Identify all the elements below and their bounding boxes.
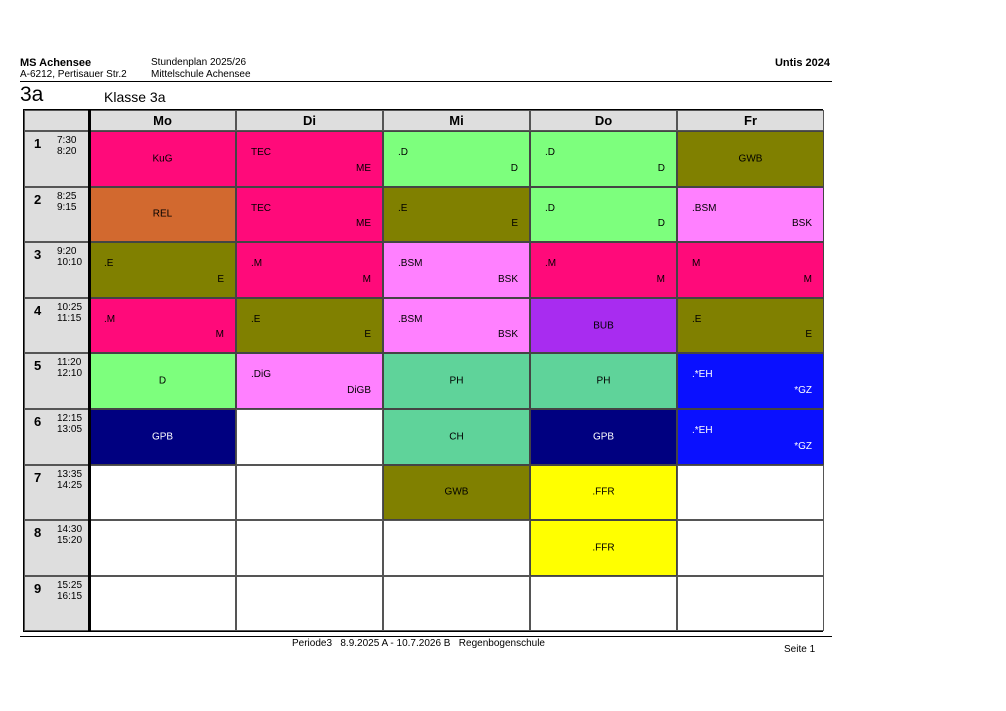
timetable-slot xyxy=(89,520,236,576)
lesson-block xyxy=(236,187,383,243)
period-end: 8:20 xyxy=(57,146,77,157)
lesson-subject: D xyxy=(657,162,665,174)
lesson-code: .D xyxy=(545,147,555,158)
day-header: Do xyxy=(530,110,677,131)
lesson-subject: *GZ xyxy=(794,384,812,396)
timetable-slot xyxy=(383,576,530,632)
day-header: Mo xyxy=(89,110,236,131)
school-address: A-6212, Pertisauer Str.2 xyxy=(20,69,127,80)
lesson-block xyxy=(530,520,677,576)
lesson-block xyxy=(89,353,236,409)
period-end: 16:15 xyxy=(57,590,83,602)
day-header: Fr xyxy=(677,110,824,131)
lesson-subject: GPB xyxy=(151,431,174,443)
period-start: 8:25 xyxy=(57,190,77,202)
period-start: 15:25 xyxy=(57,579,83,591)
period-number: 4 xyxy=(34,302,42,318)
lesson-block xyxy=(530,242,677,298)
lesson-block xyxy=(383,409,530,465)
period-end: 11:15 xyxy=(57,312,82,324)
timetable-slot xyxy=(236,576,383,632)
period-header xyxy=(24,520,89,576)
lesson-subject: GPB xyxy=(592,431,615,443)
lesson-subject: BSK xyxy=(497,329,518,341)
period-header xyxy=(24,465,89,521)
lesson-code: .BSM xyxy=(398,258,423,270)
period-header xyxy=(24,298,89,354)
header-corner xyxy=(24,110,89,131)
day-header: Di xyxy=(236,110,383,131)
lesson-block xyxy=(530,465,677,521)
lesson-subject: D xyxy=(657,218,665,230)
class-name: Klasse 3a xyxy=(104,89,166,105)
timetable-slot xyxy=(89,465,236,521)
lesson-block xyxy=(530,409,677,465)
period-number: 2 xyxy=(34,191,42,207)
footer-divider xyxy=(20,636,832,637)
lesson-subject: GWB xyxy=(444,486,469,498)
period-times xyxy=(57,302,82,324)
lesson-code: .E xyxy=(398,202,408,214)
lesson-subject: E xyxy=(805,329,812,341)
timetable-slot xyxy=(677,465,824,521)
lesson-block xyxy=(236,242,383,298)
lesson-subject: BUB xyxy=(593,320,614,332)
timetable-slot xyxy=(236,520,383,576)
period-times xyxy=(57,191,76,213)
lesson-subject: PH xyxy=(596,375,611,387)
lesson-subject: E xyxy=(511,218,518,230)
lesson-block xyxy=(383,465,530,521)
period-end: 12:10 xyxy=(57,368,83,380)
lesson-code: .M xyxy=(104,313,116,325)
lesson-code: .E xyxy=(251,313,261,325)
lesson-block xyxy=(89,242,236,298)
plan-title: Stundenplan 2025/26 xyxy=(151,57,247,68)
footer-info: Periode3 8.9.2025 A - 10.7.2026 B Regenbogenschule xyxy=(292,638,545,649)
period-header xyxy=(24,576,89,632)
lesson-block xyxy=(530,131,677,187)
period-number: 5 xyxy=(34,358,42,374)
lesson-block xyxy=(236,353,383,409)
lesson-subject: PH xyxy=(449,375,464,387)
school-name: MS Achensee xyxy=(20,57,92,69)
lesson-code: .E xyxy=(692,313,702,325)
lesson-subject: CH xyxy=(449,431,464,443)
period-number: 7 xyxy=(34,469,42,485)
period-header xyxy=(24,242,89,298)
lesson-subject: ME xyxy=(356,218,371,230)
lesson-subject: ME xyxy=(356,162,371,174)
lesson-code: .DiG xyxy=(251,369,271,381)
period-times xyxy=(57,135,76,157)
period-start: 9:20 xyxy=(57,246,77,258)
period-times xyxy=(57,246,82,268)
lesson-block xyxy=(530,353,677,409)
period-number: 6 xyxy=(34,414,42,429)
day-header: Mi xyxy=(383,110,530,131)
period-header xyxy=(24,187,89,243)
software-label: Untis 2024 xyxy=(774,57,830,69)
lesson-code: .E xyxy=(104,258,114,270)
lesson-block xyxy=(677,353,824,409)
lesson-subject: D xyxy=(510,162,518,174)
lesson-block xyxy=(677,298,824,354)
period-header xyxy=(24,131,89,187)
timetable-slot xyxy=(236,409,383,465)
lesson-code: .D xyxy=(545,202,555,214)
lesson-block xyxy=(383,187,530,243)
lesson-block xyxy=(677,409,824,465)
period-start: 12:15 xyxy=(57,413,83,424)
lesson-subject: .FFR xyxy=(592,542,615,554)
lesson-subject: E xyxy=(364,329,371,341)
lesson-code: .BSM xyxy=(692,202,717,214)
timetable-slot xyxy=(677,520,824,576)
timetable-slot xyxy=(530,576,677,632)
period-header xyxy=(24,353,89,409)
period-end: 13:05 xyxy=(57,424,83,435)
period-header xyxy=(24,409,89,465)
lesson-block xyxy=(89,409,236,465)
lesson-block xyxy=(89,131,236,187)
period-start: 7:30 xyxy=(57,135,77,146)
lesson-block xyxy=(530,298,677,354)
lesson-subject: M xyxy=(362,273,371,285)
lesson-subject: D xyxy=(158,375,167,387)
timetable-slot xyxy=(236,465,383,521)
lesson-code: .D xyxy=(398,147,408,158)
lesson-subject: M xyxy=(215,329,224,341)
label-column-divider xyxy=(88,110,91,631)
lesson-code: .*EH xyxy=(692,369,713,381)
lesson-code: .M xyxy=(251,258,263,270)
lesson-subject: .FFR xyxy=(592,486,615,498)
period-number: 1 xyxy=(34,136,42,151)
lesson-subject: E xyxy=(217,273,224,285)
period-number: 3 xyxy=(34,247,42,263)
lesson-block xyxy=(383,242,530,298)
lesson-subject: BSK xyxy=(791,218,812,230)
lesson-block xyxy=(89,187,236,243)
period-start: 11:20 xyxy=(57,357,82,369)
lesson-block xyxy=(677,242,824,298)
period-number: 9 xyxy=(34,580,42,596)
lesson-subject: REL xyxy=(152,208,173,220)
lesson-block xyxy=(236,298,383,354)
timetable-slot xyxy=(383,520,530,576)
period-times xyxy=(57,469,82,491)
lesson-code: M xyxy=(692,258,701,270)
period-times xyxy=(57,413,82,435)
lesson-subject: BSK xyxy=(497,273,518,285)
lesson-code: .*EH xyxy=(692,425,713,436)
period-end: 9:15 xyxy=(57,201,77,213)
lesson-code: TEC xyxy=(251,202,271,214)
timetable-slot xyxy=(677,576,824,632)
period-number: 8 xyxy=(34,525,42,541)
period-end: 10:10 xyxy=(57,257,83,269)
lesson-subject: KuG xyxy=(152,153,173,165)
period-start: 13:35 xyxy=(57,468,83,480)
period-times xyxy=(57,524,82,546)
lesson-block xyxy=(383,353,530,409)
period-times xyxy=(57,580,82,602)
lesson-subject: *GZ xyxy=(794,440,812,452)
period-start: 10:25 xyxy=(57,301,83,313)
lesson-block xyxy=(530,187,677,243)
period-end: 15:20 xyxy=(57,535,83,547)
lesson-code: TEC xyxy=(251,147,271,158)
lesson-subject: M xyxy=(803,273,812,285)
lesson-subject: DiGB xyxy=(347,384,371,396)
lesson-block xyxy=(677,187,824,243)
period-end: 14:25 xyxy=(57,479,83,491)
period-start: 14:30 xyxy=(57,524,83,536)
lesson-block xyxy=(383,298,530,354)
period-times xyxy=(57,357,82,379)
page-number: Seite 1 xyxy=(784,644,816,655)
lesson-block xyxy=(236,131,383,187)
timetable-slot xyxy=(89,576,236,632)
plan-school-name: Mittelschule Achensee xyxy=(151,69,251,80)
lesson-block xyxy=(677,131,824,187)
timetable-grid xyxy=(23,109,823,632)
lesson-subject: GWB xyxy=(738,153,763,165)
lesson-block xyxy=(89,298,236,354)
class-code: 3a xyxy=(20,83,44,106)
lesson-block xyxy=(383,131,530,187)
header-divider xyxy=(20,81,832,82)
lesson-code: .M xyxy=(545,258,557,270)
lesson-code: .BSM xyxy=(398,313,423,325)
lesson-subject: M xyxy=(656,273,665,285)
